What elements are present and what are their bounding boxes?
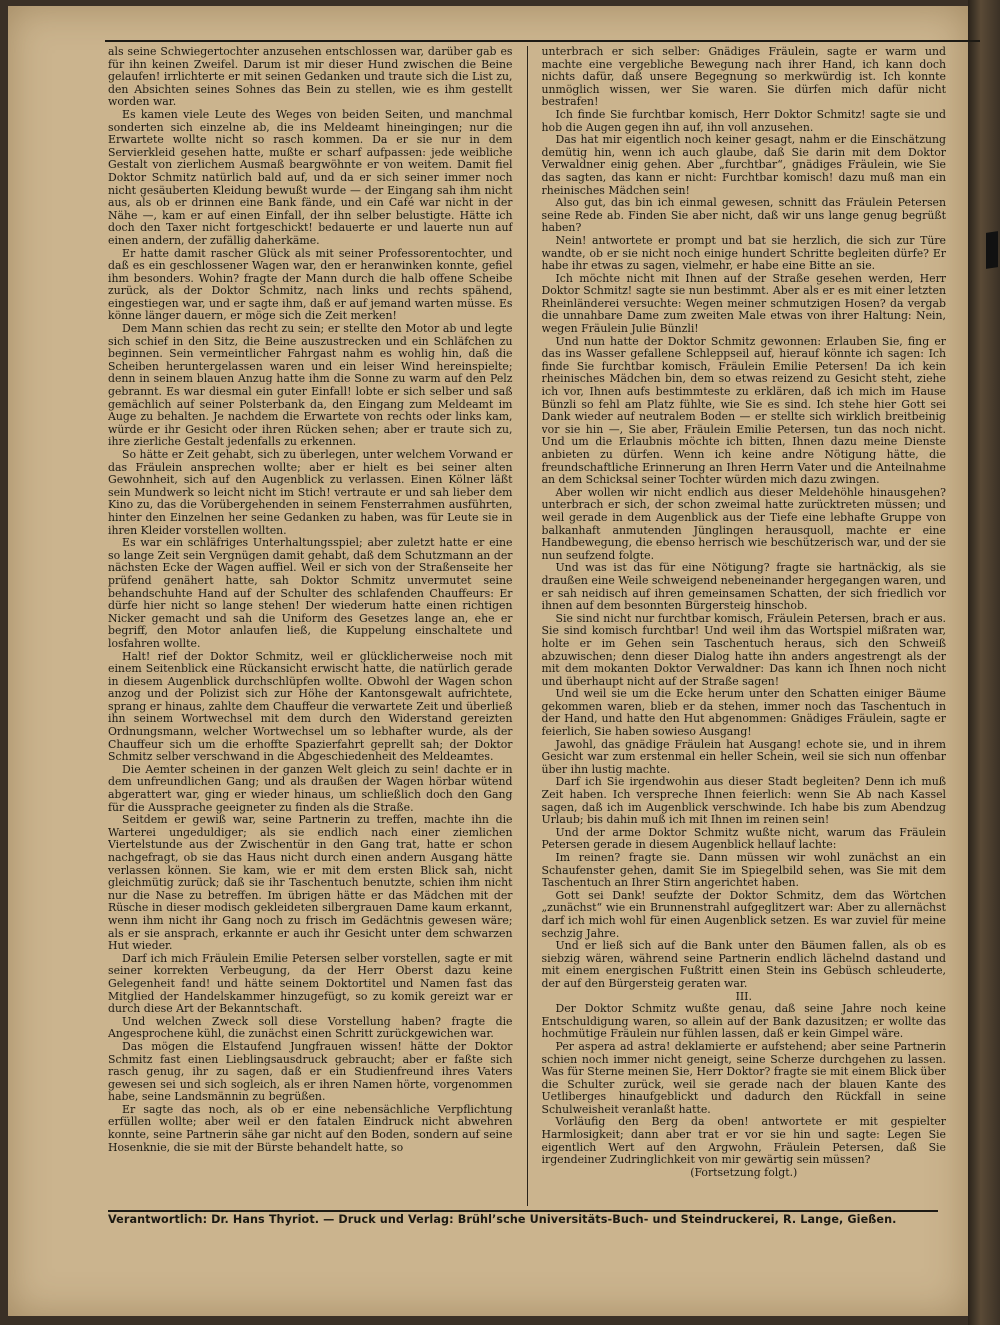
paragraph: Darf ich Sie irgendwohin aus dieser Stadt begleiten? Denn ich muß Zeit haben. Ich verspreche Ihnen feierlich: wenn Sie Ab nach Kassel sagen, daß ich im Augenblick verschwinde. Ich habe bis zum Abendzug Urlaub; bis dahin muß ich mit Ihnen im reinen sein! [541, 775, 946, 827]
paragraph: Seitdem er gewiß war, seine Partnerin zu treffen, machte ihn die Warterei ungeduldiger; als sie endlich nach einer ziemlichen Viertelstunde aus der Zwischentür in den Gang trat, hatte er schon nachgefragt, ob sie das Haus nicht durch einen andern Ausgang hätte verlassen können. Sie kam, wie er mit dem ersten Blick sah, nicht gleichmütig zurück; daß sie ihr Taschentuch benutzte, schien ihm nicht nur die Nase zu betreffen. Im übrigen hätte er das Mädchen mit der Rüsche in dieser modisch gekleideten silbergrauen Dame kaum erkannt, wenn ihm nicht ihr Gang noch zu frisch im Gedächtnis gewesen wäre; als er sie ansprach, erkannte er auch ihr Gesicht unter dem schwarzen Hut wieder. [108, 813, 513, 953]
paragraph: Es kamen viele Leute des Weges von beiden Seiten, und manchmal sonderten sich einzelne ab, die ins Meldeamt hineingingen; nur die Erwartete wollte nicht so rasch kommen. Da er sie nur in dem Servierkleid gesehen hatte, mußte er scharf aufpassen: jede weibliche Gestalt von zierlichem Ausmaß beargwöhnte er von weitem. Damit fiel Doktor Schmitz natürlich bald auf, und da er sich seiner immer noch nicht gesäuberten Kleidung bewußt wurde — der Eingang sah ihm nicht aus, als ob er drinnen eine Bank fände, und ein Café war nicht in der Nähe —, kam er auf einen Einfall, der ihn selber belustigte. Hätte ich doch den Taxer nicht fortgeschickt! bedauerte er und lauerte nun auf einen andern, der zufällig daherkäme. [108, 107, 513, 247]
paragraph: Und was ist das für eine Nötigung? fragte sie hartnäckig, als sie draußen eine Weile schweigend nebeneinander hergegangen waren, und er sah neidisch auf ihren gemeinsamen Schatten, der sich friedlich vor ihnen auf dem besonnten Bürgersteig hinschob. [541, 561, 946, 613]
bottom-rule [108, 1210, 938, 1212]
adjacent-page-fragment [986, 231, 998, 269]
paragraph: Aber wollen wir nicht endlich aus dieser Meldehöhle hinausgehen? unterbrach er sich, der schon zweimal hatte zurücktreten müssen; und weil gerade in dem Augenblick aus der Tiefe eine lebhafte Gruppe von balkanhaft anmutenden Jünglingen herausquoll, machte er eine Handbewegung, die ebenso herrisch wie beschützerisch war, und der sie nun seufzend folgte. [541, 485, 946, 562]
paragraph: Er hatte damit rascher Glück als mit seiner Professorentochter, und daß es ein geschlossener Wagen war, den er heranwinken konnte, gefiel ihm besonders. Wohin? fragte der Mann durch die halb offene Scheibe zurück, als der Doktor Schmitz, nach links und rechts spähend, eingestiegen war, und er sagte ihm, daß er auf jemand warten müsse. Es könne länger dauern, er möge sich die Zeit merken! [108, 246, 513, 323]
right-column [542, 46, 947, 1206]
paragraph: Dem Mann schien das recht zu sein; er stellte den Motor ab und legte sich schief in den Sitz, die Beine auszustrecken und ein Schläfchen zu beginnen. Sein vermeintlicher Fahrgast nahm es wohlig hin, daß die Scheiben heruntergelassen waren und ein leiser Wind hereinspielte; denn in seinem blauen Anzug hatte ihm die Sonne zu warm auf den Pelz gebrannt. Es war diesmal ein guter Einfall! lobte er sich selber und saß gemächlich auf seiner Polsterbank da, den Eingang zum Meldeamt im Auge zu behalten. Je nachdem die Erwartete von rechts oder links kam, würde er ihr Gesicht oder ihren Rücken sehen; aber er traute sich zu, ihre zierliche Gestalt jedenfalls zu erkennen. [108, 322, 513, 449]
paragraph: Das hat mir eigentlich noch keiner gesagt, nahm er die Einschätzung demütig hin, wenn ich auch glaube, daß Sie darin mit dem Doktor Verwaldner einig gehen. Aber „furchtbar“, gnädiges Fräulein, wie Sie das sagten, das kann er nicht: Furchtbar komisch! dazu muß man ein rheinisches Mädchen sein! [541, 133, 946, 197]
paragraph: Er sagte das noch, als ob er eine nebensächliche Verpflichtung erfüllen wollte; aber weil er den fatalen Eindruck nicht abwehren konnte, seine Partnerin sähe gar nicht auf den Boden, sondern auf seine Hosenknie, die sie mit der Bürste behandelt hatte, so [108, 1102, 513, 1154]
paragraph: So hätte er Zeit gehabt, sich zu überlegen, unter welchem Vorwand er das Fräulein ansprechen wollte; aber er hielt es bei seiner alten Gewohnheit, sich auf den Augenblick zu verlassen. Einen Kölner läßt sein Mundwerk so leicht nicht im Stich! vertraute er und sah lieber dem Kino zu, das die Vorübergehenden in seinem Fensterrahmen ausführten, hinter den Einzelnen her seine Gedanken zu haben, was für Leute sie in ihren Kleider vorstellen wollten. [108, 448, 513, 537]
paragraph: Gott sei Dank! seufzte der Doktor Schmitz, dem das Wörtchen „zunächst“ wie ein Brunnenstrahl aufgeglitzert war: Aber zu allernächst darf ich mich wohl für einen Augenblick setzen. Es war zuviel für meine sechzig Jahre. [541, 888, 946, 940]
paragraph: Sie sind nicht nur furchtbar komisch, Fräulein Petersen, brach er aus. Sie sind komisch furchtbar! Und weil ihm das Wortspiel mißraten war, holte er im Gehen sein Taschentuch heraus, sich den Schweiß abzuwischen; denn dieser Dialog hatte ihn anders angestrengt als der mit dem mokanten Doktor Verwaldner: Das kann ich Ihnen noch nicht und überhaupt nicht auf der Straße sagen! [541, 611, 946, 688]
paragraph: Jawohl, das gnädige Fräulein hat Ausgang! echote sie, und in ihrem Gesicht war zum erstenmal ein heller Schein, weil sie sich nun offenbar über ihn lustig machte. [541, 737, 946, 776]
paragraph: Im reinen? fragte sie. Dann müssen wir wohl zunächst an ein Schaufenster gehen, damit Sie im Spiegelbild sehen, was Sie mit dem Taschentuch an Ihrer Stirn angerichtet haben. [541, 851, 946, 890]
paragraph: Vorläufig den Berg da oben! antwortete er mit gespielter Harmlosigkeit; dann aber trat er vor sie hin und sagte: Legen Sie eigentlich Wert auf den Argwohn, Fräulein Petersen, daß Sie irgendeiner Zudringlichkeit von mir gewärtig sein müssen? [541, 1115, 946, 1167]
paragraph: Und weil sie um die Ecke herum unter den Schatten einiger Bäume gekommen waren, blieb er da stehen, immer noch das Taschentuch in der Hand, und hatte den Hut abgenommen: Gnädiges Fräulein, sagte er feierlich, Sie haben sowieso Ausgang! [541, 687, 946, 739]
paragraph: Die Aemter scheinen in der ganzen Welt gleich zu sein! dachte er in dem unfreundlichen Gang; und als draußen der Wagen hörbar wütend abgerattert war, ging er wieder hinaus, um schließlich doch den Gang für die Aussprache geeigneter zu finden als die Straße. [108, 762, 513, 814]
paragraph: unterbrach er sich selber: Gnädiges Fräulein, sagte er warm und machte eine vergebliche Bewegung nach ihrer Hand, ich kann doch nichts dafür, daß unsere Begegnung so merkwürdig ist. Ich konnte unmöglich wissen, wer Sie waren. Sie dürfen mich dafür nicht bestrafen! [541, 46, 946, 109]
paragraph: Ich finde Sie furchtbar komisch, Herr Doktor Schmitz! sagte sie und hob die Augen gegen ihn auf, ihn voll anzusehen. [541, 107, 946, 134]
paragraph: Und nun hatte der Doktor Schmitz gewonnen: Erlauben Sie, fing er das ins Wasser gefallene Schleppseil auf, hierauf könnte ich sagen: Ich finde Sie furchtbar komisch, Fräulein Emilie Petersen! Da ich kein rheinisches Mädchen bin, dem so etwas reizend zu Gesicht steht, ziehe ich vor, Ihnen aufs bestimmteste zu erklären, daß ich mich im Hause Bünzli so fehl am Platz fühlte, wie Sie es sind. Ich stehe hier Gott sei Dank wieder auf neutralem Boden — er stellte sich wirklich breitbeinig vor sie hin —, Sie aber, Fräulein Emilie Petersen, tun das noch nicht. Und um die Erlaubnis möchte ich bitten, Ihnen dazu meine Dienste anbieten zu dürfen. Wenn ich keine andre Nötigung hätte, die freundschaftliche Erinnerung an Ihren Herrn Vater und die Anteilnahme an dem Schicksal seiner Tochter würden mich dazu zwingen. [541, 334, 946, 487]
paragraph: Der Doktor Schmitz wußte genau, daß seine Jahre noch keine Entschuldigung waren, so allein auf der Bank dazusitzen; er wollte das hochmütige Fräulein nur fühlen lassen, daß er kein Gimpel wäre. [541, 1002, 946, 1041]
paragraph: als seine Schwiegertochter anzusehen entschlossen war, darüber gab es für ihn keinen Zweifel. Darum ist mir dieser Hund zwischen die Beine gelaufen! irrlichterte er mit seinen Gedanken und traute sich die List zu, den Absichten seines Sohnes das Bein zu stellen, wie es ihm gestellt worden war. [108, 46, 513, 109]
paragraph: Das mögen die Elstaufend Jungfrauen wissen! hätte der Doktor Schmitz fast einen Lieblingsausdruck gebraucht; aber er faßte sich rasch genug, ihr zu sagen, daß er ein Studienfreund ihres Vaters gewesen sei und sich sogleich, als er ihren Namen hörte, vorgenommen habe, seine Landsmännin zu begrüßen. [108, 1039, 513, 1104]
column-divider [527, 46, 528, 1206]
paragraph: Und er ließ sich auf die Bank unter den Bäumen fallen, als ob es siebzig wären, während seine Partnerin endlich lächelnd dastand und mit einem energischen Fußtritt einen Stein ins Gebüsch schleuderte, der auf den Bürgersteig geraten war. [541, 939, 946, 990]
imprint-line: Verantwortlich: Dr. Hans Thyriot. — Druck und Verlag: Brühl’sche Universitäts-Buch- und Steindruckerei, R. Lange, Gießen. [108, 1213, 897, 1226]
paragraph: Per aspera ad astra! deklamierte er aufstehend; aber seine Partnerin schien noch immer nicht geneigt, seine Scherze durchgehen zu lassen. Was für Sterne meinen Sie, Herr Doktor? fragte sie mit einem Blick über die Schulter zurück, weil sie gerade nach der blauen Kante des Uetliberges hinaufgeblickt und dadurch den Rückfall in seine Schulweisheit veranlaßt hatte. [541, 1039, 946, 1116]
paragraph: Und welchen Zweck soll diese Vorstellung haben? fragte die Angesprochene kühl, die zunächst einen Schritt zurückgewichen war. [108, 1014, 513, 1041]
paragraph: Nein! antwortete er prompt und bat sie herzlich, die sich zur Türe wandte, ob er sie nicht noch einige hundert Schritte begleiten dürfe? Er habe ihr etwas zu sagen, vielmehr, er habe eine Bitte an sie. [541, 233, 946, 273]
continuation-note: (Fortsetzung folgt.) [690, 1165, 798, 1179]
left-column [108, 46, 513, 1206]
section-numeral: III. [735, 989, 752, 1003]
paragraph: Ich möchte nicht mit Ihnen auf der Straße gesehen werden, Herr Doktor Schmitz! sagte sie nun bestimmt. Aber als er es mit einer letzten Rheinländerei versuchte: Wegen meiner schmutzigen Hosen? da vergab die unnahbare Dame zum zweiten Male etwas von ihrer Haltung: Nein, wegen Fräulein Julie Bünzli! [541, 271, 946, 336]
paragraph: Darf ich mich Fräulein Emilie Petersen selber vorstellen, sagte er mit seiner korrekten Verbeugung, da der Herr Oberst dazu keine Gelegenheit fand! und hätte seinem Doktortitel und Namen fast das Mitglied der Handelskammer hinzugefügt, so zu komik gereizt war er durch diese Art der Bekanntschaft. [108, 951, 513, 1016]
paragraph: Und der arme Doktor Schmitz wußte nicht, warum das Fräulein Petersen gerade in diesem Augenblick hellauf lachte: [541, 825, 946, 852]
article-columns [108, 46, 946, 1206]
paragraph: Also gut, das bin ich einmal gewesen, schnitt das Fräulein Petersen seine Rede ab. Finden Sie aber nicht, daß wir uns lange genug begrüßt haben? [541, 196, 946, 235]
paragraph: Es war ein schläfriges Unterhaltungsspiel; aber zuletzt hatte er eine so lange Zeit sein Vergnügen damit gehabt, daß dem Schutzmann an der nächsten Ecke der Wagen auffiel. Weil er sich von der Straßenseite her prüfend genähert hatte, sah Doktor Schmitz unvermutet seine behandschuhte Hand auf der Schulter des schlafenden Chauffeurs: Er dürfe hier nicht so lange stehen! Der wiederum hatte einen richtigen Nicker gemacht und sah die Uniform des Gesetzes lange an, ehe er begriff, den Motor anlaufen ließ, die Kuppelung einschaltete und losfahren wollte. [108, 536, 513, 650]
book-binding [968, 0, 1000, 1325]
paragraph: Halt! rief der Doktor Schmitz, weil er glücklicherweise noch mit einem Seitenblick eine Rückansicht erwischt hatte, die natürlich gerade in diesem Augenblick durchschlüpfen wollte. Obwohl der Wagen schon anzog und der Polizist sich zur Höhe der Kantonsgewalt aufrichtete, sprang er hinaus, zahlte dem Chauffeur die verwartete Zeit und überließ ihn seinem Wortwechsel mit dem durch den Widerstand gereizten Ordnungsmann, welcher Wortwechsel um so lebhafter wurde, als der Chauffeur sich um die erhoffte Spazierfahrt geprellt sah; der Doktor Schmitz selber verschwand in die Abgeschiedenheit des Meldeamtes. [108, 649, 513, 764]
top-rule [105, 40, 980, 42]
